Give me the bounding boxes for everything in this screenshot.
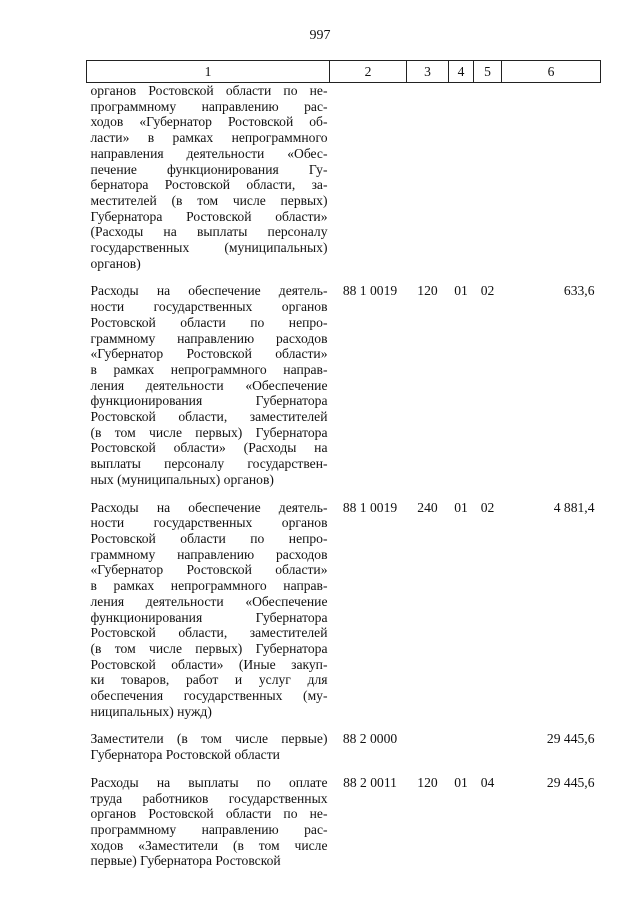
- description-line: Губернатора Ростовской области»: [90, 208, 328, 224]
- row-section: 01: [454, 499, 468, 515]
- row-section: [449, 83, 474, 272]
- row-spacer: [87, 271, 601, 283]
- row-target-code: [330, 83, 407, 272]
- header-col-5: 5: [474, 61, 502, 83]
- row-target-code: 88 1 0019: [342, 283, 398, 299]
- description-line: Расходы на выплаты по оплате: [90, 774, 328, 790]
- row-amount: 633,6: [563, 283, 595, 299]
- description-line: в рамках непрограммного направ-: [90, 578, 328, 594]
- description-line: в рамках непрограммного направ-: [90, 361, 328, 377]
- row-section: 01: [454, 774, 468, 790]
- description-line: местителей (в том числе первых): [90, 192, 328, 208]
- row-amount: [502, 83, 601, 272]
- description-line: «Губернатор Ростовской области»: [90, 562, 328, 578]
- description-line: Расходы на обеспечение деятель-: [90, 283, 328, 299]
- description-line: государственных (муниципальных): [90, 240, 328, 256]
- budget-table: [86, 60, 601, 869]
- row-section: [449, 731, 474, 762]
- row-subsection: 02: [480, 499, 495, 515]
- description-line: печение функционирования Гу-: [90, 161, 328, 177]
- table-header: [87, 61, 601, 83]
- description-line: (Расходы на выплаты персоналу: [90, 224, 328, 240]
- row-spacer: [87, 719, 601, 731]
- description-line: Ростовской области» (Расходы на: [90, 440, 328, 456]
- row-description: [87, 83, 330, 272]
- row-description: [87, 731, 330, 762]
- row-target-code: 88 2 0011: [343, 774, 397, 790]
- description-line: функционирования Губернатора: [90, 393, 328, 409]
- description-line: Губернатора Ростовской области: [90, 747, 280, 763]
- description-line: органов Ростовской области по не-: [90, 83, 328, 98]
- description-line: программному направлению рас-: [90, 98, 328, 114]
- row-description: [87, 500, 330, 720]
- row-spacer-cell: [87, 719, 601, 731]
- description-line: ности государственных органов: [90, 299, 328, 315]
- row-spacer-cell: [87, 763, 601, 775]
- description-line: Ростовской области по непро-: [90, 530, 328, 546]
- description-line: (в том числе первых) Губернатора: [90, 424, 328, 440]
- description-line: Расходы на обеспечение деятель-: [90, 499, 328, 515]
- description-line: ления деятельности «Обеспечение: [90, 593, 328, 609]
- description-line: ходов «Заместители (в том числе: [90, 837, 328, 853]
- row-subsection: [474, 731, 502, 762]
- description-line: ласти» в рамках непрограммного: [90, 130, 328, 146]
- description-line: граммному направлению расходов: [90, 546, 328, 562]
- description-line: труда работников государственных: [90, 790, 328, 806]
- row-target-code: 88 2 0000: [342, 731, 398, 747]
- table-body: [87, 83, 601, 870]
- table-row: [87, 500, 601, 720]
- row-expense-type: 240: [417, 499, 438, 515]
- table-row: [87, 775, 601, 869]
- description-line: выплаты персоналу государствен-: [90, 456, 328, 472]
- row-subsection: [474, 83, 502, 272]
- row-spacer-cell: [87, 271, 601, 283]
- row-target-code: 88 1 0019: [342, 499, 398, 515]
- header-col-6: 6: [502, 61, 601, 83]
- header-col-3: 3: [407, 61, 449, 83]
- row-section: 01: [454, 283, 468, 299]
- table-row: [87, 731, 601, 762]
- description-line: обеспечения государственных (му-: [90, 688, 328, 704]
- description-line: направления деятельности «Обес-: [90, 145, 328, 161]
- header-col-1: 1: [87, 61, 330, 83]
- description-line: Ростовской области по непро-: [90, 314, 328, 330]
- description-line: программному направлению рас-: [90, 821, 328, 837]
- row-subsection: 04: [480, 774, 495, 790]
- row-description: [87, 775, 330, 869]
- description-line: ных (муниципальных) органов): [90, 471, 274, 487]
- header-col-2: 2: [330, 61, 407, 83]
- description-line: ности государственных органов: [90, 515, 328, 531]
- description-line: Ростовской области, заместителей: [90, 409, 328, 425]
- page-number: 997: [309, 28, 331, 43]
- description-line: граммному направлению расходов: [90, 330, 328, 346]
- description-line: Заместители (в том числе первые): [90, 731, 328, 747]
- row-spacer: [87, 488, 601, 500]
- row-subsection: 02: [480, 283, 495, 299]
- row-amount: 29 445,6: [546, 731, 595, 747]
- row-spacer-cell: [87, 488, 601, 500]
- header-row: [87, 61, 601, 83]
- table-row: [87, 83, 601, 272]
- description-line: (в том числе первых) Губернатора: [90, 640, 328, 656]
- row-expense-type: 120: [417, 774, 438, 790]
- description-line: ниципальных) нужд): [90, 703, 212, 719]
- row-amount: 29 445,6: [546, 774, 595, 790]
- row-description: [87, 283, 330, 487]
- description-line: Ростовской области» (Иные закуп-: [90, 656, 328, 672]
- description-line: ления деятельности «Обеспечение: [90, 377, 328, 393]
- description-line: первые) Губернатора Ростовской: [90, 853, 281, 869]
- row-expense-type: 120: [417, 283, 438, 299]
- description-line: органов Ростовской области по не-: [90, 806, 328, 822]
- description-line: органов): [90, 255, 141, 271]
- description-line: бернатора Ростовской области, за-: [90, 177, 328, 193]
- table-row: [87, 283, 601, 487]
- row-spacer: [87, 763, 601, 775]
- row-expense-type: [407, 83, 449, 272]
- description-line: функционирования Губернатора: [90, 609, 328, 625]
- row-amount: 4 881,4: [553, 499, 595, 515]
- description-line: «Губернатор Ростовской области»: [90, 346, 328, 362]
- header-col-4: 4: [449, 61, 474, 83]
- description-line: ходов «Губернатор Ростовской об-: [90, 114, 328, 130]
- description-line: Ростовской области, заместителей: [90, 625, 328, 641]
- row-expense-type: [407, 731, 449, 762]
- description-line: ки товаров, работ и услуг для: [90, 672, 328, 688]
